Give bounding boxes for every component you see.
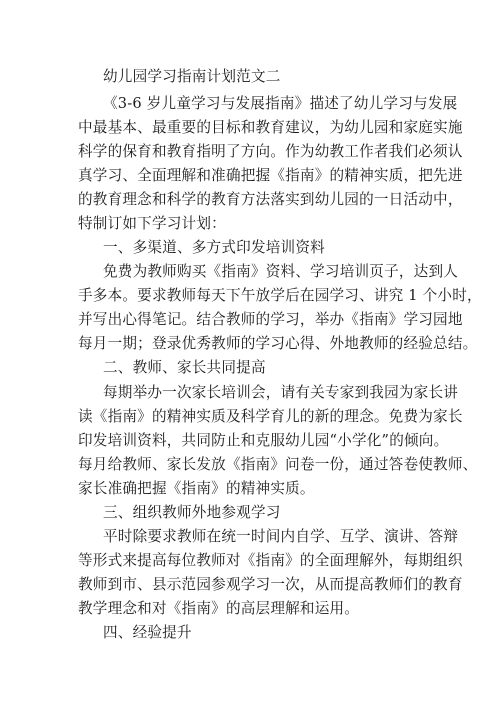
section-1-line-4: 每月一期；登录优秀教师的学习心得、外地教师的经验总结。 <box>78 335 478 352</box>
section-4-heading: 四、经验提升 <box>103 624 192 641</box>
section-1-line-3: 并写出心得笔记。结合教师的学习，举办《指南》学习园地 <box>78 311 463 328</box>
section-1-heading: 一、多渠道、多方式印发培训资料 <box>103 239 325 256</box>
section-3-heading: 三、组织教师外地参观学习 <box>103 504 281 521</box>
intro-line-5: 的教育理念和科学的教育方法落实到幼儿园的一日活动中， <box>78 191 463 208</box>
section-1-line-1: 免费为教师购买《指南》资料、学习培训页子，达到人 <box>103 263 459 280</box>
intro-line-4: 真学习、全面理解和准确把握《指南》的精神实质，把先进 <box>78 167 463 184</box>
section-2-line-5: 家长准确把握《指南》的精神实质。 <box>78 480 315 497</box>
intro-line-1: 《3-6 岁儿童学习与发展指南》描述了幼儿学习与发展 <box>103 95 458 112</box>
intro-line-3: 科学的保育和教育指明了方向。作为幼教工作者我们必须认 <box>78 143 463 160</box>
section-3-line-1: 平时除要求教师在统一时间内自学、互学、演讲、答辩 <box>103 528 459 545</box>
intro-line-6: 特制订如下学习计划： <box>78 215 226 232</box>
section-2-line-1: 每期举办一次家长培训会，请有关专家到我园为家长讲 <box>103 384 459 401</box>
section-3-line-4: 教学理念和对《指南》的高层理解和运用。 <box>78 600 360 617</box>
section-2-heading: 二、教师、家长共同提高 <box>103 359 266 376</box>
section-3-line-3: 教师到市、县示范园参观学习一次，从而提高教师们的教育 <box>78 576 463 593</box>
section-2-line-4: 每月给教师、家长发放《指南》问卷一份，通过答卷使教师、 <box>78 456 478 473</box>
section-2-line-2: 读《指南》的精神实质及科学育儿的新的理念。免费为家长 <box>78 408 463 425</box>
document-title: 幼儿园学习指南计划范文二 <box>103 68 281 85</box>
intro-line-2: 中最基本、最重要的目标和教育建议，为幼儿园和家庭实施 <box>78 119 463 136</box>
section-1-line-2: 手多本。要求教师每天下午放学后在园学习、讲究 1 个小时， <box>78 287 482 304</box>
section-3-line-2: 等形式来提高每位教师对《指南》的全面理解外，每期组织 <box>78 552 463 569</box>
section-2-line-3: 印发培训资料，共同防止和克服幼儿园“小学化”的倾向。 <box>78 432 449 449</box>
